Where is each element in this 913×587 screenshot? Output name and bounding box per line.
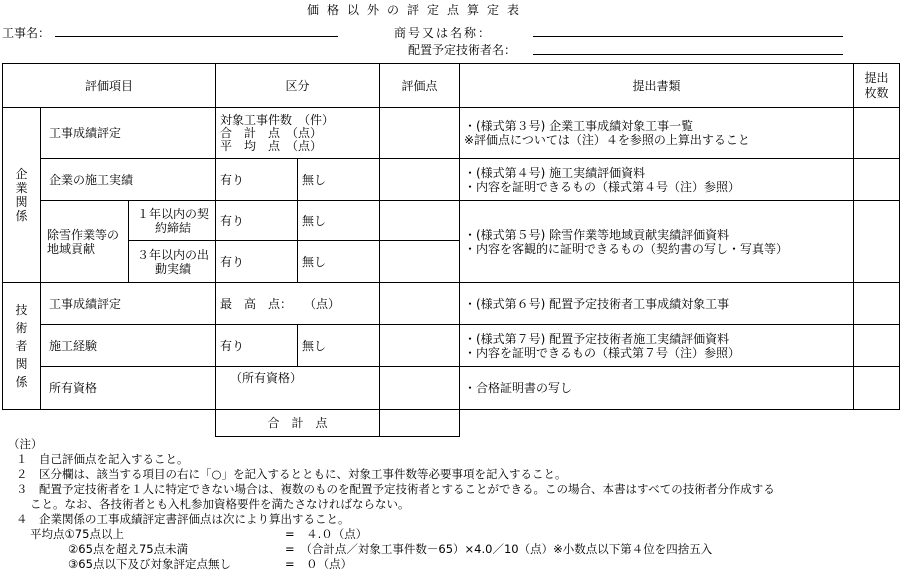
score-cell[interactable] bbox=[380, 367, 460, 410]
note-2: ２ 区分欄は、該当する項目の右に「○」を記入するとともに、対象工事件数等必要事項を記入すること。 bbox=[16, 467, 567, 481]
option-no[interactable]: 無し bbox=[298, 325, 380, 367]
copies-cell[interactable] bbox=[854, 283, 900, 325]
total-row bbox=[3, 410, 900, 437]
total-label: 合 計 点 bbox=[216, 410, 380, 437]
row-item-company-record: 企業の施工実績 bbox=[41, 159, 216, 201]
formula-3: ③65点以下及び対象評定点無し = ０（点） bbox=[68, 557, 353, 571]
note-4: ４ 企業関係の工事成績評定書評価点は次により算出すること。 bbox=[16, 512, 350, 526]
header-copies: 提出枚数 bbox=[854, 64, 900, 108]
header-category: 区分 bbox=[216, 64, 380, 108]
score-cell[interactable] bbox=[380, 201, 460, 241]
option-no[interactable]: 無し bbox=[298, 159, 380, 201]
copies-cell[interactable] bbox=[854, 159, 900, 201]
header-documents: 提出書類 bbox=[460, 64, 854, 108]
table-row bbox=[3, 367, 900, 410]
documents-cell: ・合格証明書の写し bbox=[460, 367, 854, 410]
total-score-cell[interactable] bbox=[380, 410, 460, 437]
engineer-name-field[interactable] bbox=[533, 54, 843, 55]
note-3: ３ 配置予定技術者を１人に特定できない場合は、複数のものを配置予定技術者とすることができる。この場合、本書はすべての技術者分作成する bbox=[16, 482, 775, 496]
score-cell[interactable] bbox=[380, 241, 460, 283]
option-yes[interactable]: 有り bbox=[216, 201, 298, 241]
option-yes[interactable]: 有り bbox=[216, 325, 298, 367]
note-3-continued: こと。なお、各技術者とも入札参加資格要件を満たさなければならない。 bbox=[30, 497, 410, 511]
score-cell[interactable] bbox=[380, 159, 460, 201]
option-yes[interactable]: 有り bbox=[216, 241, 298, 283]
copies-cell[interactable] bbox=[854, 108, 900, 159]
sub-item-dispatch: ３年以内の出動実績 bbox=[129, 241, 216, 283]
category-qualifications[interactable]: （所有資格） bbox=[216, 367, 380, 410]
option-no[interactable]: 無し bbox=[298, 241, 380, 283]
header-score: 評価点 bbox=[380, 64, 460, 108]
notes-heading: （注） bbox=[8, 437, 43, 451]
copies-cell[interactable] bbox=[854, 201, 900, 283]
notes-section bbox=[8, 437, 775, 572]
table-row bbox=[3, 283, 900, 325]
sub-item-contract: １年以内の契約締結 bbox=[129, 201, 216, 241]
copies-cell[interactable] bbox=[854, 325, 900, 367]
formula-2: ②65点を超え75点未満 = （合計点／対象工事件数－65）×4.0／10（点）※小数点以下第４位を四捨五入 bbox=[68, 542, 713, 556]
option-yes[interactable]: 有り bbox=[216, 159, 298, 201]
score-cell[interactable] bbox=[380, 325, 460, 367]
note-1: １ 自己評価点を記入すること。 bbox=[16, 452, 189, 466]
table-row bbox=[3, 108, 900, 159]
row-item-engineer-rating: 工事成績評定 bbox=[41, 283, 216, 325]
documents-cell: ・(様式第４号) 施工実績評価資料 ・内容を証明できるもの（様式第４号（注）参照） bbox=[460, 159, 854, 201]
group-company: 企業関係 bbox=[3, 108, 41, 283]
header-row bbox=[3, 64, 900, 108]
company-name-field[interactable] bbox=[533, 36, 843, 37]
page-title: 価格以外の評定点算定表 bbox=[307, 3, 528, 17]
documents-cell: ・(様式第６号) 配置予定技術者工事成績対象工事 bbox=[460, 283, 854, 325]
category-construction-rating[interactable]: 対象工事件数 （件） 合 計 点 （点） 平 均 点 （点） bbox=[216, 108, 380, 159]
project-name-label: 工事名： bbox=[2, 26, 51, 40]
score-cell[interactable] bbox=[380, 283, 460, 325]
score-cell[interactable] bbox=[380, 108, 460, 159]
documents-cell: ・(様式第７号) 配置予定技術者施工実績評価資料 ・内容を証明できるもの（様式第７号（注）参照） bbox=[460, 325, 854, 367]
row-item-construction-rating: 工事成績評定 bbox=[41, 108, 216, 159]
table-row bbox=[3, 201, 900, 241]
formula-1: 平均点①75点以上 = ４.０（点） bbox=[30, 527, 368, 541]
option-no[interactable]: 無し bbox=[298, 201, 380, 241]
row-item-qualifications: 所有資格 bbox=[41, 367, 216, 410]
table-row bbox=[3, 325, 900, 367]
copies-cell[interactable] bbox=[854, 367, 900, 410]
project-name-field[interactable] bbox=[55, 36, 338, 37]
row-item-snow-removal: 除雪作業等の地域貢献 bbox=[41, 201, 129, 283]
documents-cell: ・(様式第３号) 企業工事成績対象工事一覧 ※評価点については（注）４を参照の上算出すること bbox=[460, 108, 854, 159]
group-engineer: 技術者関係 bbox=[3, 283, 41, 410]
evaluation-table bbox=[2, 63, 900, 437]
category-max-score[interactable]: 最 高 点： （点） bbox=[216, 283, 380, 325]
engineer-name-label: 配置予定技術者名： bbox=[408, 43, 517, 57]
table-row bbox=[3, 159, 900, 201]
company-name-label: 商号又は名称： bbox=[394, 26, 493, 40]
header-item: 評価項目 bbox=[3, 64, 216, 108]
row-item-experience: 施工経験 bbox=[41, 325, 216, 367]
documents-cell: ・(様式第５号) 除雪作業等地域貢献実績評価資料 ・内容を客観的に証明できるもの（契約書の写し・写真等） bbox=[460, 201, 854, 283]
